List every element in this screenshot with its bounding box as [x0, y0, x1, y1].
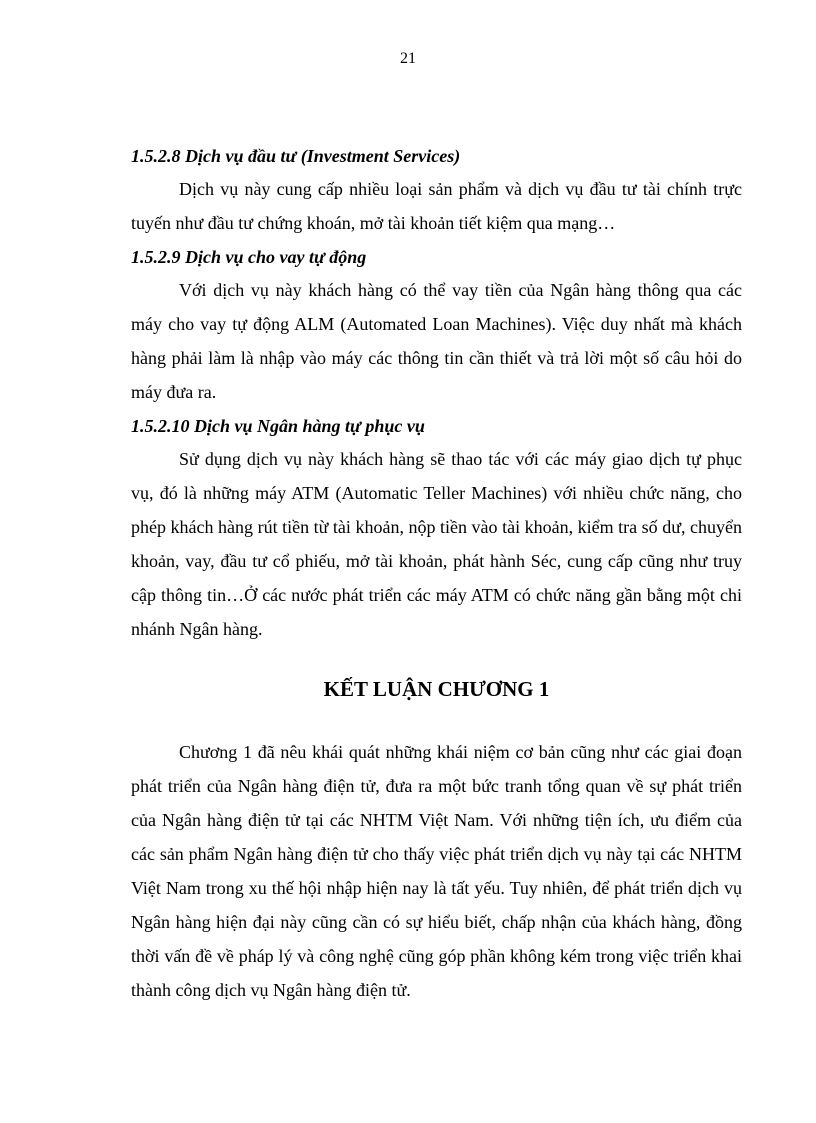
section-investment-services — [131, 139, 742, 240]
document-body — [131, 139, 742, 1007]
section-heading: 1.5.2.8 Dịch vụ đầu tư (Investment Services) — [131, 146, 461, 166]
chapter-conclusion — [131, 646, 742, 1007]
page-number: 21 — [400, 50, 416, 67]
section-self-service-banking — [131, 409, 742, 646]
section-paragraph: Sử dụng dịch vụ này khách hàng sẽ thao tác với các máy giao dịch tự phục vụ, đó là những máy ATM (Automatic Teller Machines) với nhiều chức năng, cho phép khách hàng rút tiền từ tài khoản, nộp tiền vào tài khoản, kiểm tra số dư, chuyển khoản, vay, đầu tư cổ phiếu, mở tài khoản, phát hành Séc, cung cấp cũng như truy cập thông tin…Ở các nước phát triển các máy ATM có chức năng gần bằng một chi nhánh Ngân hàng. — [131, 449, 742, 639]
section-automated-loans — [131, 240, 742, 409]
section-paragraph: Với dịch vụ này khách hàng có thể vay tiền của Ngân hàng thông qua các máy cho vay tự động ALM (Automated Loan Machines). Việc duy nhất mà khách hàng phải làm là nhập vào máy các thông tin cần thiết và trả lời một số câu hỏi do máy đưa ra. — [131, 280, 742, 402]
chapter-conclusion-heading: KẾT LUẬN CHƯƠNG 1 — [323, 677, 550, 701]
section-heading: 1.5.2.9 Dịch vụ cho vay tự động — [131, 247, 367, 267]
section-paragraph: Dịch vụ này cung cấp nhiều loại sản phẩm và dịch vụ đầu tư tài chính trực tuyến như đầu tư chứng khoán, mở tài khoản tiết kiệm qua mạng… — [131, 179, 742, 233]
conclusion-paragraph: Chương 1 đã nêu khái quát những khái niệm cơ bản cũng như các giai đoạn phát triển của Ngân hàng điện tử, đưa ra một bức tranh tổng quan về sự phát triển của Ngân hàng điện tử tại các NHTM Việt Nam. Với những tiện ích, ưu điểm của các sản phẩm Ngân hàng điện tử cho thấy việc phát triển dịch vụ này tại các NHTM Việt Nam trong xu thế hội nhập hiện nay là tất yếu. Tuy nhiên, để phát triển dịch vụ Ngân hàng hiện đại này cũng cần có sự hiểu biết, chấp nhận của khách hàng, đồng thời vấn đề về pháp lý và công nghệ cũng góp phần không kém trong việc triển khai thành công dịch vụ Ngân hàng điện tử. — [131, 742, 742, 1000]
section-heading: 1.5.2.10 Dịch vụ Ngân hàng tự phục vụ — [131, 416, 425, 436]
